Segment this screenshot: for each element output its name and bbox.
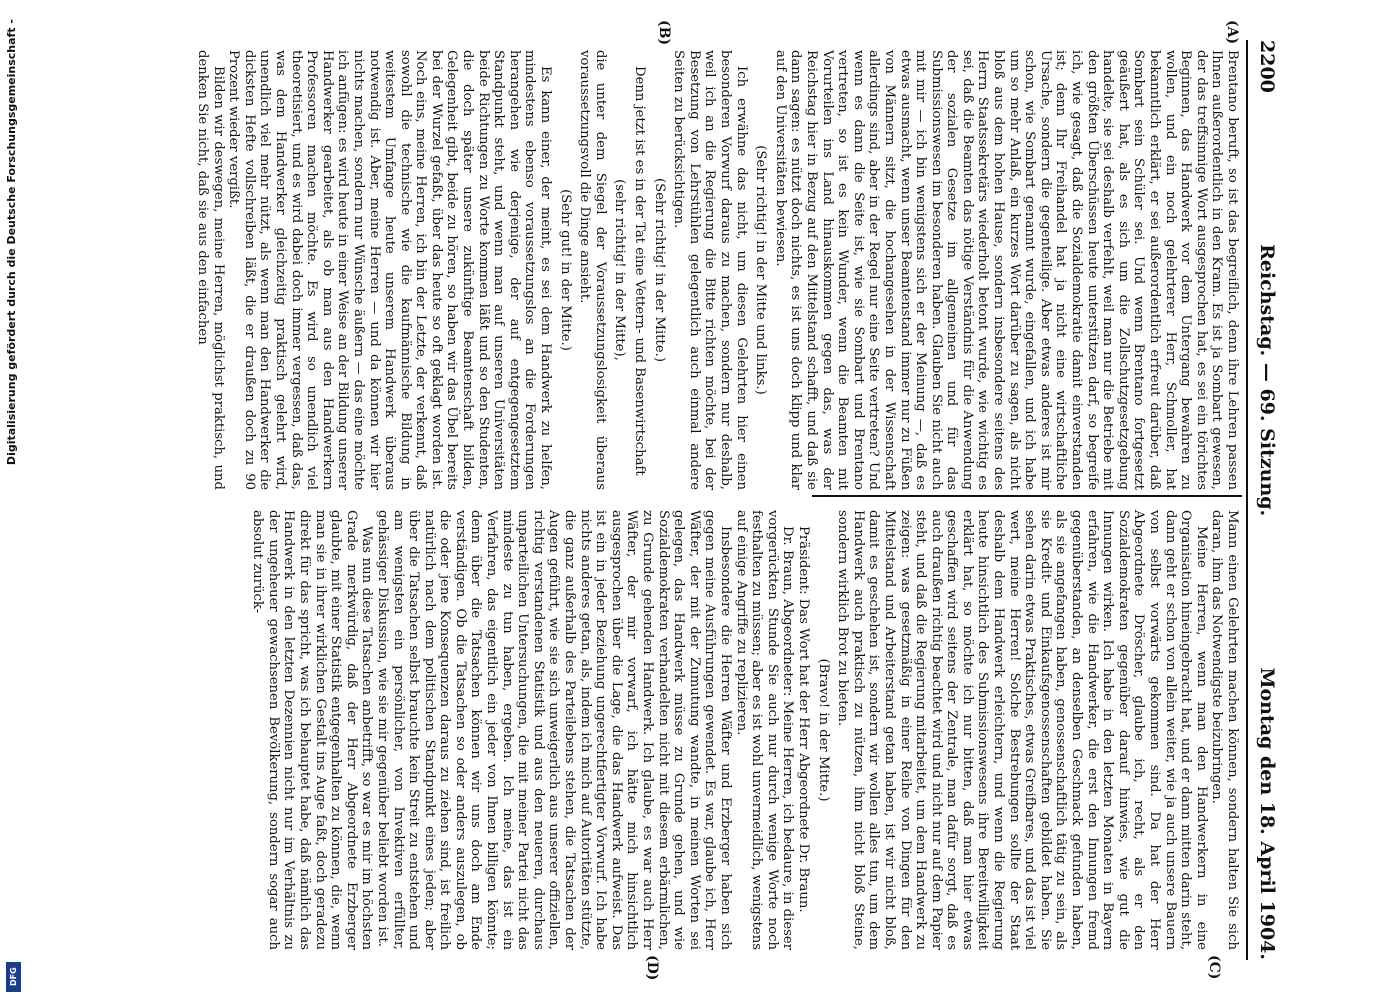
interjection: (Sehr richtig! in der Mitte.) [651,178,667,362]
paragraph: Ich erwähne das nicht, um diesen Gelehrten hier einen besonderen Vorwurf daraus zu machen, sondern nur deshalb, weil ich an die Regierung die Bitte richten möchte, bei der Besetzung von Lehrstühlen gelegentlich auch einmal andere Seiten zu berücksichtigen. [671,50,749,490]
dfg-credit-strip [4,0,24,1000]
paragraph: Denn jetzt ist es in der Tat eine Vettern- und Basenwirtschaft [632,66,648,476]
header-rule [1246,40,1248,960]
left-column [194,50,1240,490]
paragraph: Brentano beruft, so ist das begreiflich, denn ihre Lehren passen Ihnen außerordentlich in den Kram. Es ist ja Sombart gewesen, der das treffsinnige Wort ausgesprochen hat, es sei ein törichtes Beginnen, das Handwerk vor dem Untergang bewahren zu wollen, und ein noch gelehrterer Herr, Schmoller, hat bekanntlich erklärt, er sei außerordentlich erfreut darüber, daß Sombart sein Schüler sei. Und wenn Brentano fortgesetzt geäußert hat, als es sich um die Zollschutzgesetzgebung handelte, sie sei deshalb verfehlt, weil man nur die Betriebe mit den größten Überschüssen heute unterstützen darf, so begreife ich, wie gesagt, daß die Sozialdemokratie damit einverstanden ist; denn Ihr Freihandel hat ja nicht eine wirtschaftliche Ursache, sondern die gegenteilige. Aber etwas anderes ist mir schon, wie Sombart genannt wurde, eingefallen, und ich habe um so mehr Anlaß, ein kurzes Wort darüber zu sagen, als nicht bloß aus dem hohen Hause, sondern insbesondere seitens des Herrn Staatssekretärs wiederholt betont wurde, wie wichtig es sei, daß die Beamten das nötige Verständnis für die Anwendung der sozialen Gesetze im allgemeinen und für das Submissionswesen im besonderen haben. Glauben Sie nicht auch mit mir — ich bin wenigstens sich er der Meinung —, daß es etwas ausmacht, wenn unser Beamtenstand immer nur zu Füßen von Männern sitzt, die hochangesehen in der Wissenschaft allerdings sind, aber in der Regel nur eine Seite vertreten? Und wenn es dann die Seite ist, wie sie Sombart und Brentano vertreten, so ist es kein Wunder, wenn die Beamten mit Vorurteilen ins Land hinauskommen gegen das, was der Reichstag hier in Bezug auf den Mittelstand schafft, und daß sie dann sagen: es nützt doch nichts, es ist uns doch klipp und klar auf den Universitäten bewiesen. [772,50,1240,490]
dfg-logo: DFG [6,962,21,992]
paragraph: Bilden wir deswegen, meine Herren, möglichst praktisch, und denken Sie nicht, daß sie aus den einfachen [195,50,226,490]
paragraph: Dr. Braun, Abgeordneter: Meine Herren, ich bedaure, in dieser vorgerückten Stunde Sie auch nur durch wenige Worte noch festhalten zu müssen; aber es ist wohl unvermeidlich, wenigstens auf einige Angriffe zu replizieren. [733,510,796,950]
interjection: (Sehr gut! in der Mitte.) [557,189,573,351]
paragraph: Meine Herren, wenn man den Handwerkern in eine Organisation hineingebracht hat, und er dann mitten darin steht, dann geht er schon von allein weiter, wie ja auch unsere Bauern von selbst vorwärts gekommen sind. Da hat der Herr Abgeordnete Dröscher, glaube ich, recht, als er den Sozialdemokraten gegenüber darauf hinwies, wie gut die Innungen wirken. Ich habe in den letzten Monaten in Bayern erfahren, wie die Handwerker, die erst den Innungen fremd gegenüberstanden, an denselben Geschmack gefunden haben, als sie angefangen haben, genossenschaftlich tätig zu sein, als sie Kredit- und Einkaufsgenossenschaften gebildet haben. Sie sehen darin etwas Praktisches, etwas Greifbares, und das ist viel wert, meine Herren! Solche Bestrebungen sollte der Staat deshalb dem Handwerk erleichtern, und wenn die Regierung heute hinsichtlich des Submissionswesens ihre Bereitwilligkeit erklärt hat, so möchte ich nur bitten, daß man hier etwas geschaffen wird seitens der Zentrale, man dafür sorgt, daß es auch draußen richtig beachtet wird und nicht nur auf dem Papier steht, und daß die Regierung mitarbeitet, um dem Handwerk zu zeigen: was gesetzmäßig in einer Reihe von Dingen für den Mittelstand und Arbeiterstand getan haben, ist wir nicht bloß, damit es geschehen ist, sondern wir wollen alles tun, um dem Handwerk auch praktisch zu nützen, ihm nicht bloß Steine, sondern wirklich Brot zu bieten. [835,510,1209,950]
paragraph: Mann einen Gelehrten machen können, sondern halten Sie sich daran, ihm das Notwendigste beizubringen. [1209,510,1240,950]
paragraph: Insbesondere die Herren Wäfter und Erzberger haben sich gegen meine Ausführungen gewendet. Es war, glaube ich, Herr Wäfter, der mit der Zumutung wandte, in meinen Worten sei gelegen, das Handwerk müsse zu Grunde gehen, und wie Sozialdemokraten verhandelten nicht mit diesem erbärmlichen, zu Grunde gehenden Handwerk. Ich glaube, es war auch Herr Wäfter, der mir vorwarf, ich hätte mich hinsichtlich ausgesprochen über die Lage, die das Handwerk aufweist. Das ist ein in jeder Beziehung ungerechtfertigter Vorwurf. Ich habe nichts anderes getan, als, indem ich mich auf Autoritäten stützte, die ganz außerhalb des Parteilebens stehen, die Tatsachen der Augen geführt, wie sie sich unweigerlich aus unserer offiziellen, richtig verstandenen Statistik und aus den neueren, durchaus unparteilichen Untersuchungen, die mit meiner Partei nicht das mindeste zu tun haben, ergeben. Ich meine, das ist ein Verfahren, das eigentlich ein jeder von Ihnen billigen könnte; denn über die Tatsachen können wir uns doch am Ende verständigen. Ob die Tatsachen so oder anders auszulegen, ob die oder jene Konsequenzen daraus zu ziehen sind, ist freilich natürlich nach dem politischen Standpunkt eines jeden; aber über die Tatsachen selbst brauchte kein Streit zu entstehen und am wenigsten ein persönlicher, von Invektiven erfüllter, gehässiger Diskussion, wie sie mir gegenüber beliebt worden ist. [374,510,733,950]
column-divider [812,495,1242,497]
paragraph: Präsident: Das Wort hat der Herr Abgeordnete Dr. Braun. [795,526,811,913]
interjection: (Sehr richtig! in der Mitte und links.) [753,145,769,395]
page-number: 2200 [1256,40,1278,93]
page-date: Montag den 18. April 1904. [1256,667,1278,960]
interjection: (sehr richtig! in der Mitte), [612,179,628,361]
page-header [1252,40,1282,960]
dfg-credit-text: Digitalisierung gefördert durch die Deutsche Forschungsgemeinschaft - [5,19,18,466]
paragraph: Was nun diese Tatsachen anbetrifft, so war es mir im höchsten Grade merkwürdig, daß der Herr Abgeordnete Erzberger glaubte, mit einer Statistik entgegenhalten zu können, die, wenn man sie in ihrer wirklichen Gestalt ins Auge faßt, doch geradezu direkt für das spricht, was ich behauptet habe, daß nämlich das Handwerk in den letzten Dezennien nicht nur im Verhältnis zu der ungeheuer gewachsenen Bevölkerung, sondern sogar auch absolut zurück- [250,510,375,950]
margin-mark-d: (D) [644,955,660,981]
margin-mark-b: (B) [656,20,672,46]
margin-mark-c: (C) [1206,955,1222,980]
paragraph: die unter dem Siegel der Voraussetzungslosigkeit überaus voraussetzungsvoll die Dinge ansieht. [577,50,608,490]
right-column [250,510,1240,950]
interjection: (Bravo! in der Mitte.) [815,658,831,802]
page-title: Reichstag. — 69. Sitzung. [1256,244,1278,517]
paragraph: Es kann einer, der meint, es sei dem Handwerk zu helfen, mindestens ebenso voraussetzungslos an die Forderungen herangehen wie derjenige, der auf entgegengesetztem Standpunkt steht, und wenn man auf unseren Universitäten beide Richtungen zu Worte kommen läßt und so den Studenten, die doch später unsere zukünftige Beamtenschaft bilden, Gelegenheit gibt, beide zu hören, so haben wir das Übel bereits bei der Wurzel gefaßt, über das heute so oft geklagt worden ist. Noch eins, meine Herren, ich bin der Letzte, der verkennt, daß sowohl die technische wie die kaufmännische Bildung in weitestem Umfange heute unserem Handwerk überaus notwendig ist. Aber, meine Herren — und da können wir hier nichts machen, sondern nur Wünsche äußern — das eine möchte ich anfügen: es wird heute in einer Weise an der Bildung unserer Handwerker gearbeitet, als ob man aus den Handwerkern Professoren machen möchte. Es wird so unendlich viel theoretisiert, und es wird dabei doch immer vergessen, daß das, was dem Handwerker gleichzeitig praktisch gelehrt wird, unendlich viel mehr nützt, als wenn man den Handwerker die dicksten Hefte vollschreiben läßt, die er draußen doch zu 90 Prozent wieder vergißt. [226,50,554,490]
margin-mark-a: (A) [1224,20,1240,45]
